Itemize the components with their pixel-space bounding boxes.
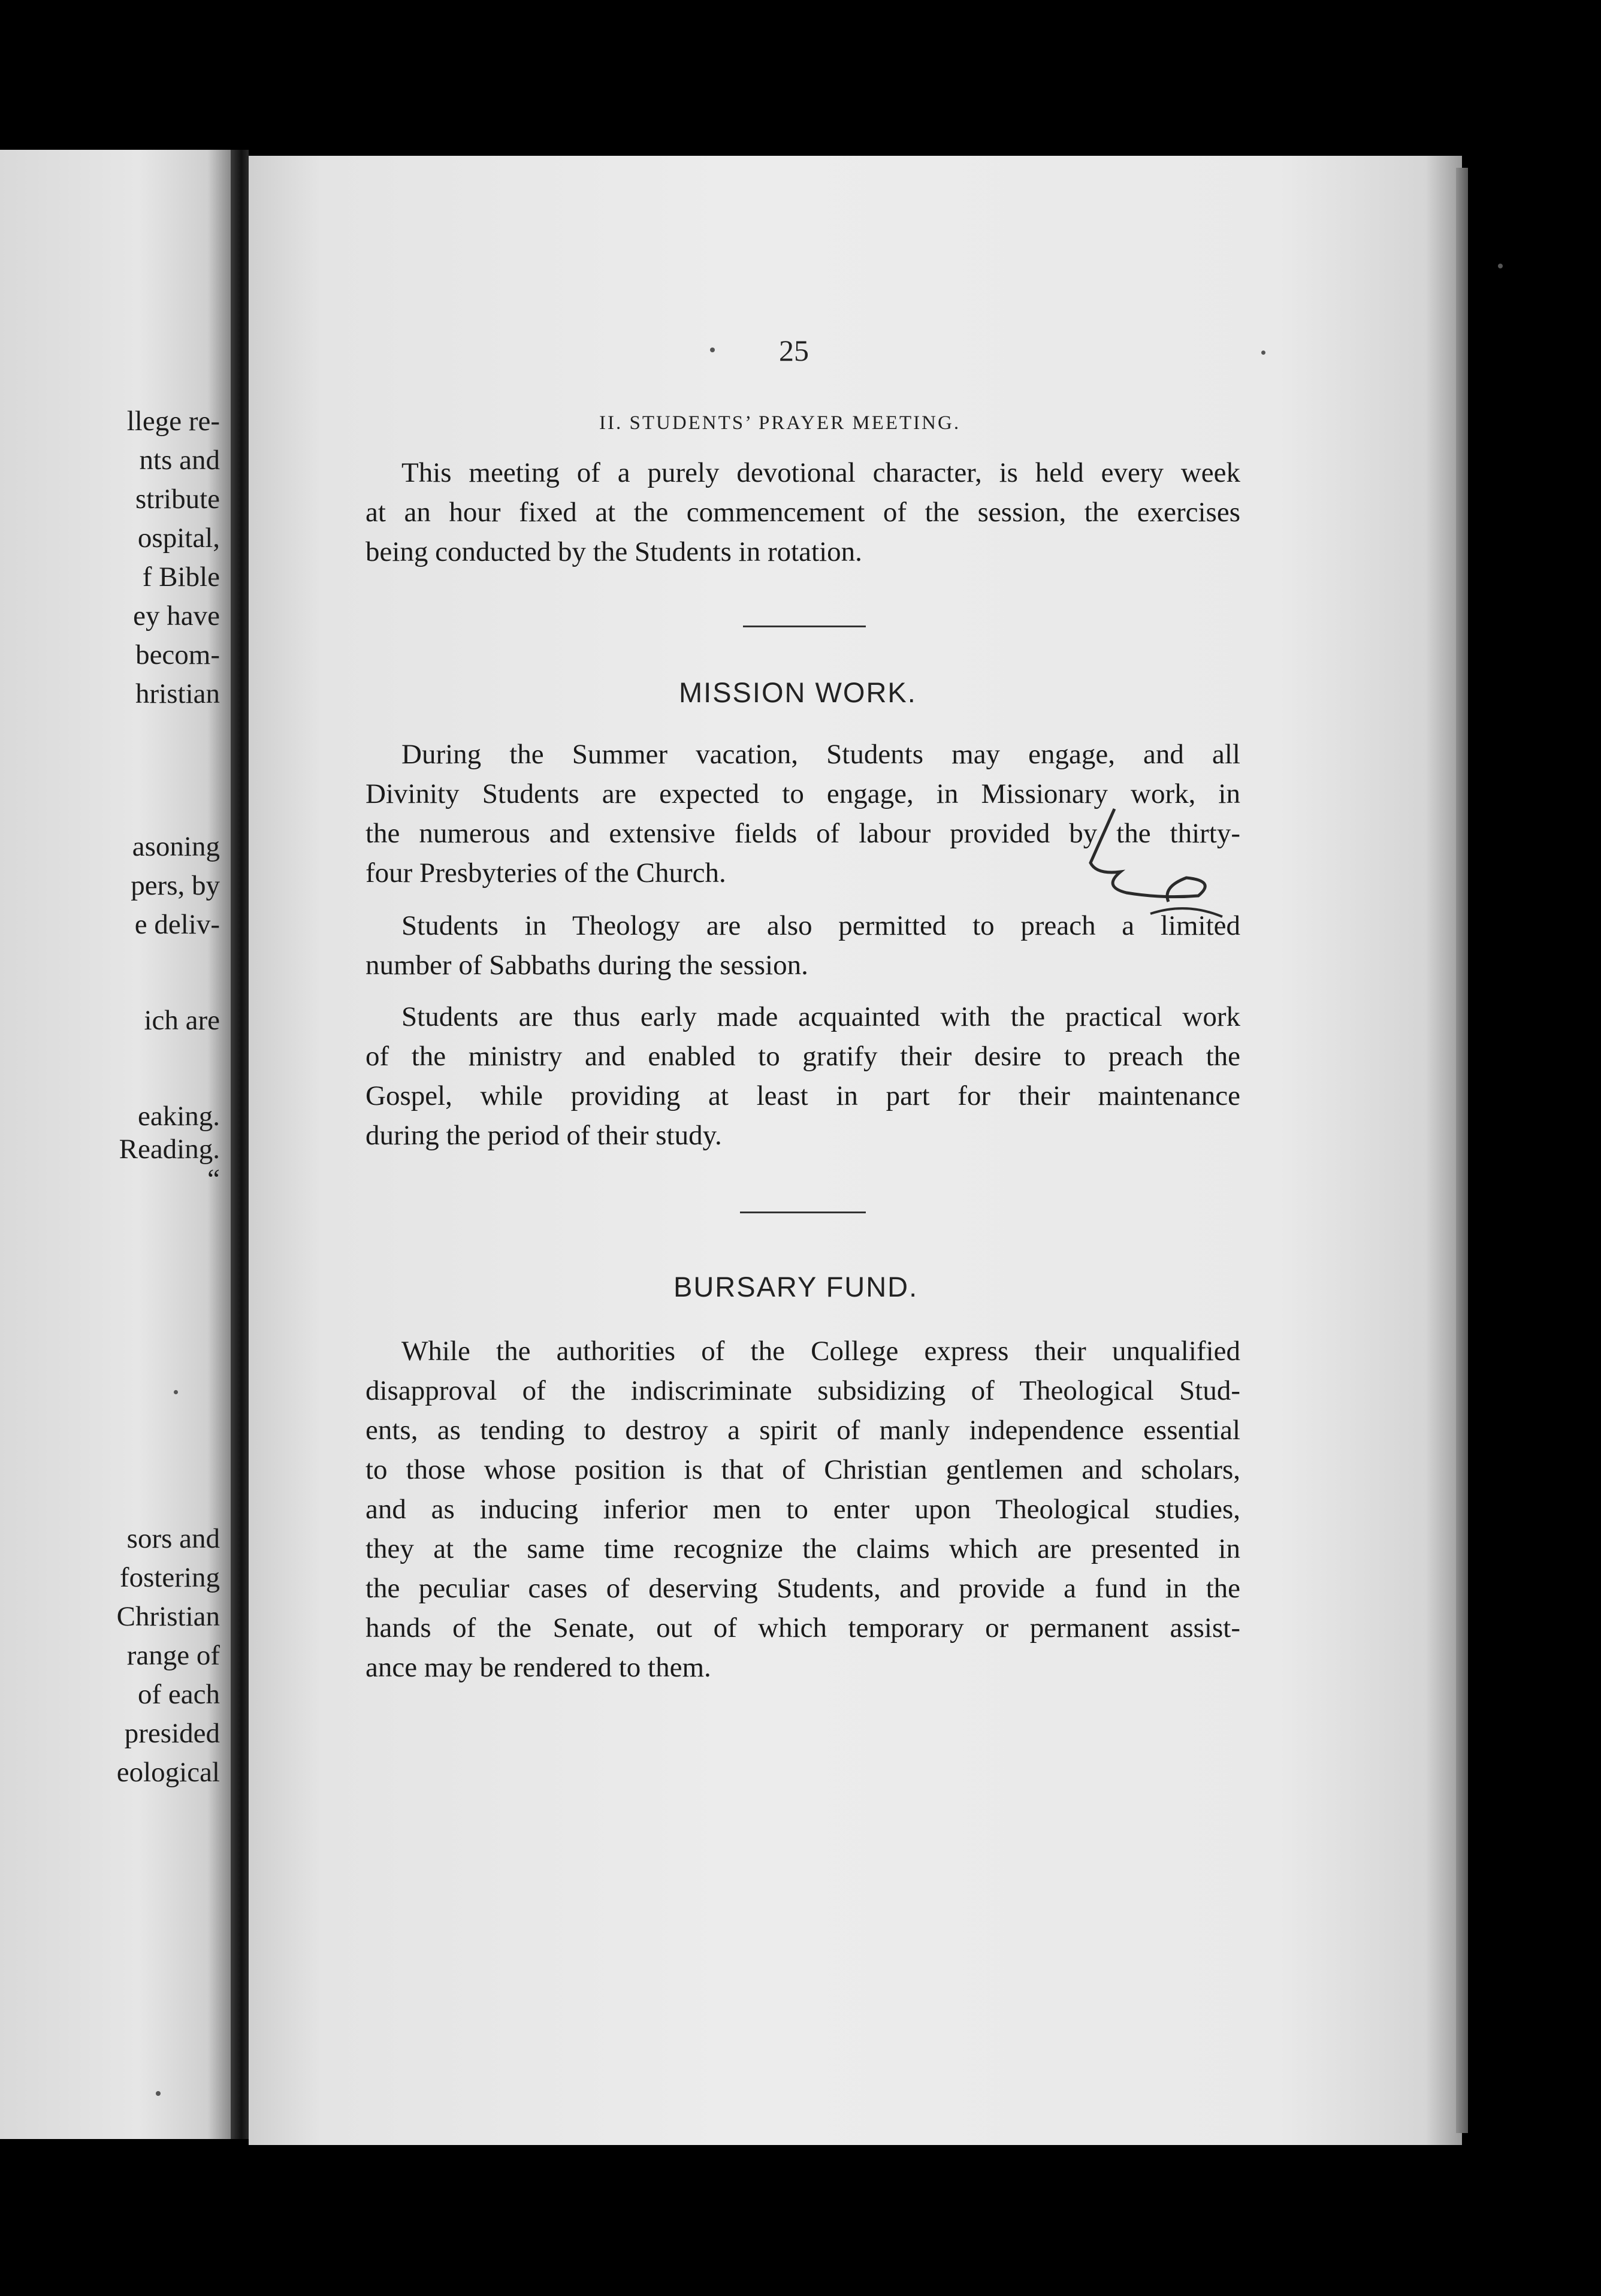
- section-divider: [743, 626, 866, 627]
- left-page-line: sors and: [126, 1523, 220, 1554]
- dust-speck: [1498, 264, 1503, 268]
- prayer-meeting-paragraph: [365, 453, 1240, 572]
- left-page-line: eaking.: [137, 1101, 220, 1132]
- left-page-line: e deliv-: [134, 909, 220, 940]
- left-page-fragment: [0, 150, 231, 2139]
- text-line: of the ministry and enabled to gratify their desire to preach the: [365, 1041, 1240, 1072]
- text-line: While the authorities of the College express their unqualified: [401, 1336, 1240, 1367]
- dust-speck: [1261, 351, 1265, 355]
- left-page-line: “: [207, 1164, 220, 1195]
- left-page-line: ey have: [133, 600, 220, 632]
- left-page-line: ich are: [144, 1005, 220, 1036]
- left-page-line: hristian: [135, 678, 220, 709]
- left-page-line: stribute: [135, 484, 220, 515]
- left-page-line: eological: [116, 1757, 220, 1788]
- text-line: ents, as tending to destroy a spirit of manly independence essential: [365, 1415, 1240, 1446]
- text-line: to those whose position is that of Christian gentlemen and scholars,: [365, 1454, 1240, 1485]
- left-page-line: asoning: [132, 831, 220, 862]
- book-gutter: [231, 150, 249, 2139]
- mission-work-title: MISSION WORK.: [679, 676, 917, 708]
- pencil-mark-icon: [1079, 797, 1246, 965]
- left-page-line: becom-: [135, 639, 220, 670]
- text-line: at an hour fixed at the commencement of the session, the exercises: [365, 497, 1240, 528]
- text-line: Students are thus early made acquainted with the practical work: [401, 1001, 1240, 1032]
- section-divider: [740, 1212, 866, 1213]
- dust-speck: [174, 1390, 178, 1394]
- left-page-line: range of: [126, 1640, 220, 1671]
- left-page-line: nts and: [139, 445, 220, 476]
- text-line: the peculiar cases of deserving Students, and provide a fund in the: [365, 1573, 1240, 1604]
- bursary-fund-paragraph: [365, 1331, 1240, 1687]
- text-line: being conducted by the Students in rotation.: [365, 536, 862, 567]
- dust-speck: [156, 2091, 161, 2096]
- left-page-line: presided: [124, 1718, 220, 1749]
- text-line: number of Sabbaths during the session.: [365, 950, 808, 981]
- text-line: ance may be rendered to them.: [365, 1652, 711, 1683]
- bursary-fund-title: BURSARY FUND.: [673, 1271, 919, 1303]
- left-page-line: pers, by: [131, 870, 220, 901]
- text-line: during the period of their study.: [365, 1120, 722, 1151]
- left-page-line: llege re-: [126, 406, 220, 437]
- mission-work-paragraph-3: [365, 997, 1240, 1155]
- left-page-line: fostering: [119, 1562, 220, 1593]
- text-line: and as inducing inferior men to enter upon Theological studies,: [365, 1494, 1240, 1525]
- left-page-line: Christian: [116, 1601, 220, 1632]
- prayer-meeting-heading: II. STUDENTS’ PRAYER MEETING.: [599, 412, 961, 434]
- text-line: the numerous and extensive fields of labour provided by the thirty-: [365, 818, 1240, 849]
- left-page-line: Reading.: [119, 1134, 220, 1165]
- page-edge: [1456, 168, 1468, 2133]
- page-number: 25: [779, 334, 809, 367]
- text-line: disapproval of the indiscriminate subsidizing of Theological Stud-: [365, 1375, 1240, 1406]
- text-line: Students in Theology are also permitted to preach a limited: [401, 910, 1240, 941]
- text-line: This meeting of a purely devotional character, is held every week: [401, 457, 1240, 488]
- text-line: Gospel, while providing at least in part for their maintenance: [365, 1080, 1240, 1111]
- dust-speck: [710, 348, 715, 352]
- left-page-line: f Bible: [142, 561, 220, 593]
- left-page-line: of each: [138, 1679, 220, 1710]
- text-line: hands of the Senate, out of which temporary or permanent assist-: [365, 1612, 1240, 1644]
- text-line: Divinity Students are expected to engage, in Missionary work, in: [365, 778, 1240, 809]
- text-line: four Presbyteries of the Church.: [365, 857, 726, 889]
- left-page-line: ospital,: [137, 522, 220, 554]
- text-line: During the Summer vacation, Students may engage, and all: [401, 739, 1240, 770]
- text-line: they at the same time recognize the claims which are presented in: [365, 1533, 1240, 1564]
